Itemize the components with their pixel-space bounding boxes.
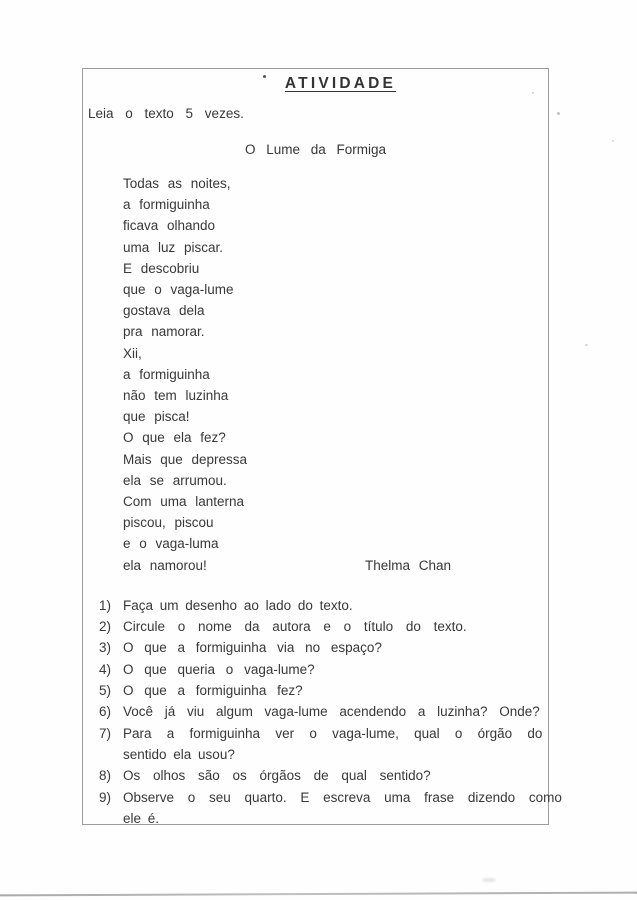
scan-smudge: [482, 878, 496, 882]
question-text-line: O que a formiguinha via no espaço?: [123, 640, 382, 656]
scan-speck: [612, 140, 614, 142]
question-number: 8): [99, 768, 112, 784]
question-number: 5): [99, 683, 112, 699]
question-text-line: O que a formiguinha fez?: [123, 683, 303, 699]
question-item: [83, 680, 548, 701]
poem-line: Mais que depressa: [123, 451, 248, 467]
question-item: [83, 787, 562, 830]
question-text-line: Você já viu algum vaga-lume acendendo a luzinha? Onde?: [123, 704, 540, 720]
question-item: [83, 616, 548, 637]
poem-line: Todas as noites,: [123, 176, 231, 191]
scan-speck: [585, 344, 588, 346]
scan-speck: [532, 92, 534, 94]
question-number: 6): [99, 704, 112, 720]
poem-line: O que ela fez?: [123, 430, 226, 446]
poem-line: ficava olhando: [123, 218, 216, 234]
question-number: 1): [99, 597, 112, 613]
poem-title: O Lume da Formiga: [244, 142, 387, 157]
question-text-line: Para a formiguinha ver o vaga-lume, qual o órgão do: [123, 725, 543, 741]
poem-line: piscou, piscou: [123, 515, 214, 531]
poem-line: ela se arrumou.: [123, 472, 227, 488]
question-text-line: Circule o nome da autora e o título do texto.: [123, 619, 467, 635]
question-text-line: O que queria o vaga-lume?: [123, 661, 315, 677]
poem-author: Thelma Chan: [365, 557, 452, 573]
question-item: [83, 701, 548, 722]
poem-line: não tem luzinha: [123, 388, 229, 404]
poem-line: ela namorou!: [123, 557, 207, 573]
poem-line: uma luz piscar.: [123, 239, 224, 255]
question-item: [83, 595, 548, 616]
question-number: 3): [99, 640, 112, 656]
poem-line: que pisca!: [123, 409, 190, 425]
poem-line: que o vaga-lume: [123, 282, 234, 298]
poem-line: a formiguinha: [123, 197, 210, 213]
instruction-text: Leia o texto 5 vezes.: [88, 106, 244, 121]
poem-line: pra namorar.: [123, 324, 205, 340]
poem-line: Com uma lanterna: [123, 494, 245, 510]
activity-title: ATIVIDADE: [284, 75, 397, 92]
question-text-line: Faça um desenho ao lado do texto.: [123, 597, 353, 613]
question-text-line: Observe o seu quarto. E escreva uma frase dizendo como: [123, 789, 562, 805]
poem-line: E descobriu: [123, 260, 200, 276]
poem-line: e o vaga-luma: [123, 536, 219, 552]
poem-line: Xii,: [123, 345, 142, 361]
question-item: [83, 723, 548, 766]
question-text-line: Os olhos são os órgãos de qual sentido?: [123, 768, 431, 784]
worksheet-border-box: [82, 68, 562, 826]
question-text-line: sentido ela usou?: [123, 746, 235, 762]
poem: [83, 173, 548, 576]
question-list: [83, 595, 562, 829]
question-text-line: ele é.: [123, 810, 160, 826]
question-number: 4): [99, 661, 112, 677]
scan-speck: [557, 112, 560, 115]
question-item: [83, 659, 548, 680]
question-number: 7): [99, 725, 112, 741]
question-item: [83, 765, 548, 786]
poem-line: a formiguinha: [123, 366, 210, 382]
poem-last-line-row: [123, 555, 548, 576]
question-item: [83, 637, 548, 658]
question-number: 9): [99, 789, 112, 805]
poem-line: gostava dela: [123, 303, 205, 319]
question-number: 2): [99, 619, 112, 635]
scan-line: [0, 892, 637, 897]
